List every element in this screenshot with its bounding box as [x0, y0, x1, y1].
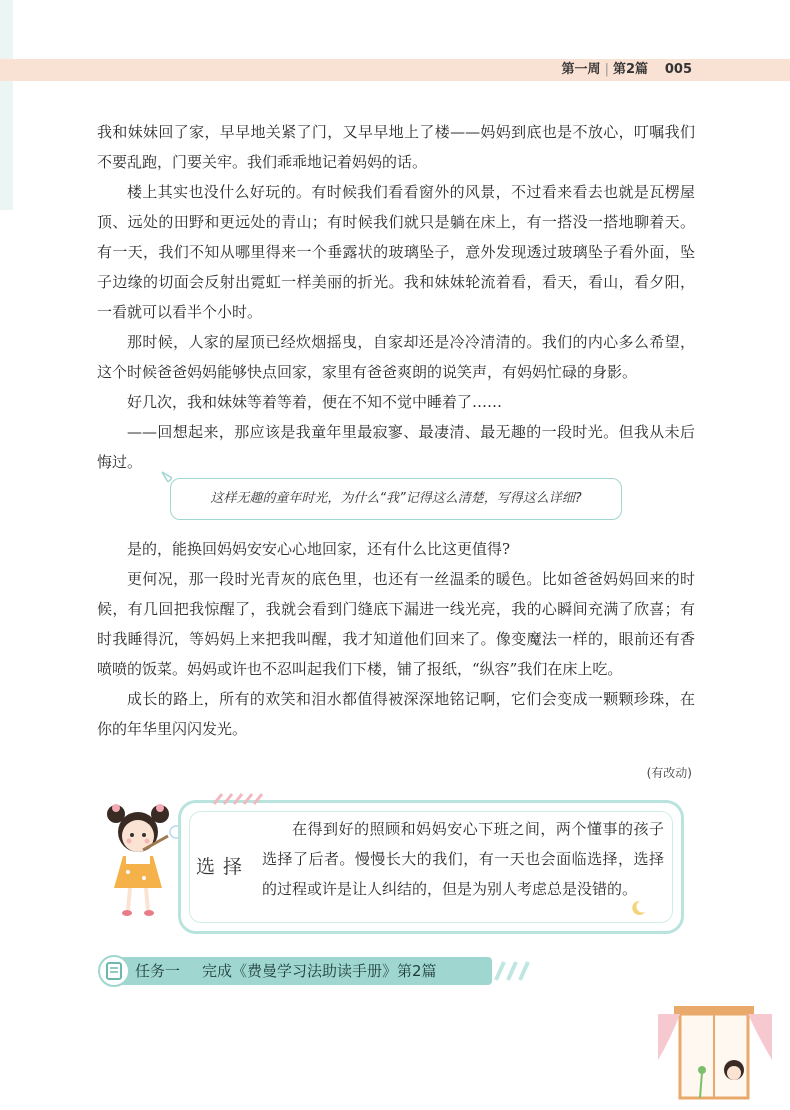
stripe-decoration [212, 792, 272, 806]
paragraph: 我和妹妹回了家，早早地关紧了门，又早早地上了楼——妈妈到底也是不放心，叮嘱我们不要乱跑，门要关牢。我们乖乖地记着妈妈的话。 [97, 123, 695, 171]
header-week: 第一周 [561, 62, 601, 77]
task-label [135, 957, 437, 985]
page-number: 005 [664, 62, 692, 77]
question-text: 这样无趣的童年时光，为什么“我”记得这么清楚，写得这么详细? [210, 491, 582, 506]
paragraph: 好几次，我和妹妹等着等着，便在不知不觉中睡着了…… [127, 393, 503, 411]
question-box [170, 478, 622, 520]
task-number: 任务一 [135, 962, 181, 980]
paragraph: ——回想起来，那应该是我童年里最寂寥、最凄清、最无趣的一段时光。但我从未后悔过。 [97, 423, 695, 471]
article-top [97, 117, 695, 477]
paragraph: 是的，能换回妈妈安安心心地回家，还有什么比这更值得? [127, 540, 511, 558]
task-bar-stripes [492, 960, 532, 982]
choice-text: 在得到好的照顾和妈妈安心下班之间，两个懂事的孩子选择了后者。慢慢长大的我们，有一天也会面临选择，选择的过程或许是让人纠结的，但是为别人考虑总是没错的。 [262, 820, 664, 898]
girl-illustration [98, 800, 190, 920]
running-header: 第一周 | 第2篇 [561, 62, 648, 77]
window-illustration [650, 1000, 780, 1100]
choice-title: 选择 [196, 856, 251, 878]
paragraph: 楼上其实也没什么好玩的。有时候我们看看窗外的风景，不过看来看去也就是瓦楞屋顶、远处的田野和更远处的青山；有时候我们就只是躺在床上，有一搭没一搭地聊着天。有一天，我们不知从哪里得来一个垂露状的玻璃坠子，意外发现透过玻璃坠子看外面，坠子边缘的切面会反射出霓虹一样美丽的折光。我和妹妹轮流着看，看天，看山，看夕阳，一看就可以看半个小时。 [97, 183, 695, 321]
task-title: 完成《费曼学习法助读手册》第2篇 [202, 962, 437, 980]
article-bottom [97, 534, 695, 744]
header-chapter: 第2篇 [612, 62, 648, 77]
paragraph: 更何况，那一段时光青灰的底色里，也还有一丝温柔的暖色。比如爸爸妈妈回来的时候，有几回把我惊醒了，我就会看到门缝底下漏进一线光亮，我的心瞬间充满了欣喜；有时我睡得沉，等妈妈上来把我叫醒，我才知道他们回来了。像变魔法一样的，眼前还有香喷喷的饭菜。妈妈或许也不忍叫起我们下楼，铺了报纸，“纵容”我们在床上吃。 [97, 570, 695, 678]
revision-note: (有改动) [646, 766, 692, 780]
paragraph: 那时候，人家的屋顶已经炊烟摇曳，自家却还是冷冷清清的。我们的内心多么希望，这个时候爸爸妈妈能够快点回家，家里有爸爸爽朗的说笑声，有妈妈忙碌的身影。 [97, 333, 695, 381]
left-decor-strip [0, 0, 13, 210]
moon-icon [628, 898, 648, 918]
paragraph: 成长的路上，所有的欢笑和泪水都值得被深深地铭记啊，它们会变成一颗颗珍珠，在你的年华里闪闪发光。 [97, 690, 695, 738]
book-icon [98, 951, 130, 991]
